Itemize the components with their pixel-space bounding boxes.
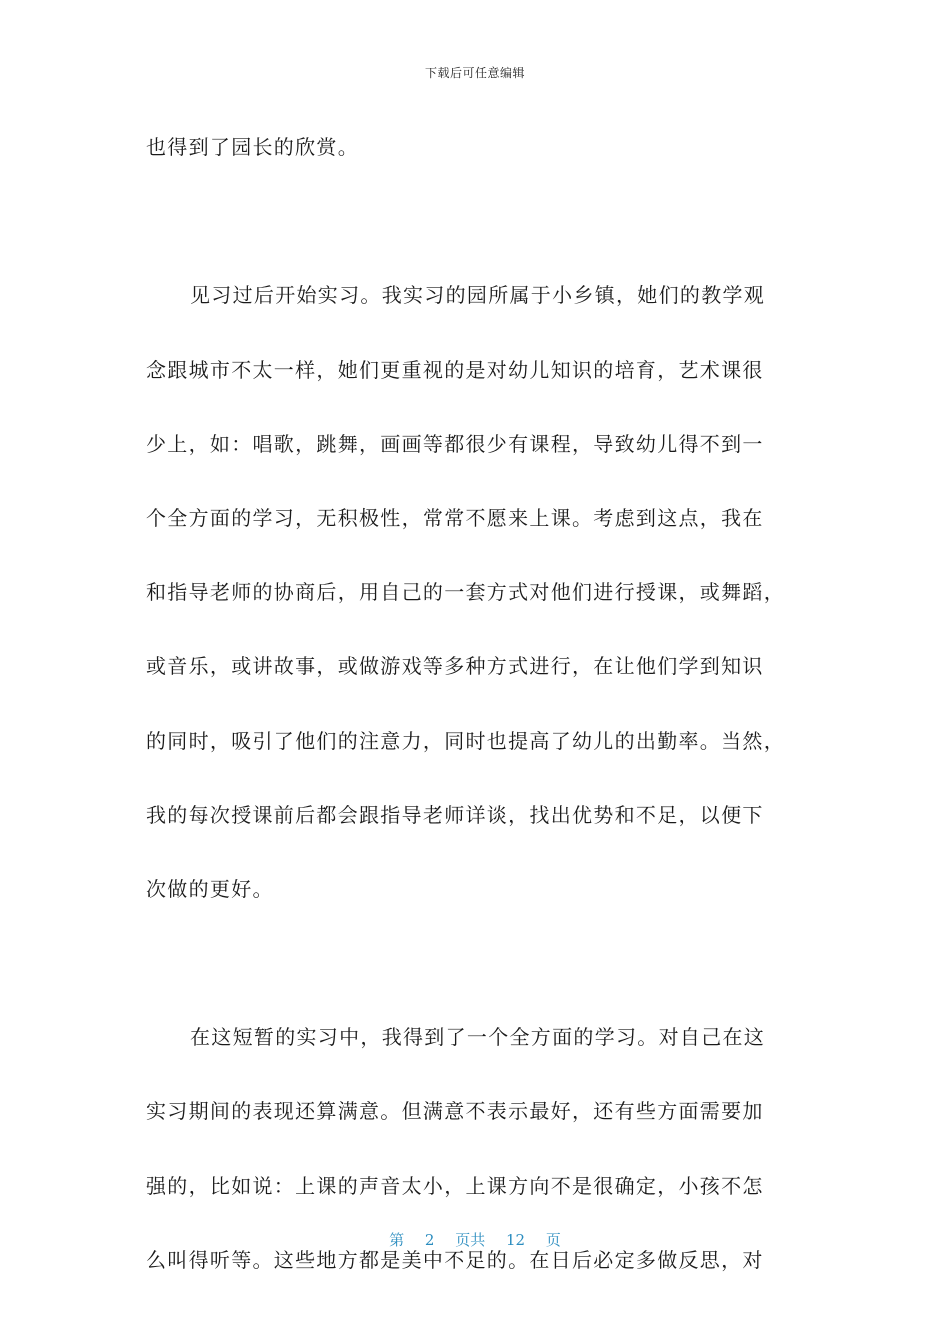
text-line-blank-2	[146, 936, 806, 1010]
text-line-7: 和指导老师的协商后，用自己的一套方式对他们进行授课，或舞蹈，	[146, 580, 785, 605]
text-line-6: 个全方面的学习，无积极性，常常不愿来上课。考虑到这点，我在	[146, 505, 764, 530]
text-line-9: 的同时，吸引了他们的注意力，同时也提高了幼儿的出勤率。当然，	[146, 728, 785, 753]
text-line-4: 念跟城市不太一样，她们更重视的是对幼儿知识的培育，艺术课很	[146, 357, 764, 382]
footer-current-page: 2	[424, 1231, 435, 1249]
footer-middle: 页共	[455, 1231, 486, 1249]
text-line-10: 我的每次授课前后都会跟指导老师详谈，找出优势和不足，以便下	[146, 802, 764, 827]
text-line-5: 少上，如：唱歌，跳舞，画画等都很少有课程，导致幼儿得不到一	[146, 431, 764, 456]
text-line-11: 次做的更好。	[146, 876, 274, 901]
page-footer	[0, 1229, 950, 1250]
text-line-15: 强的，比如说：上课的声音太小，上课方向不是很确定，小孩不怎	[146, 1173, 764, 1198]
text-line-3: 见习过后开始实习。我实习的园所属于小乡镇，她们的教学观	[190, 283, 766, 308]
text-line-1: 也得到了园长的欣赏。	[146, 135, 359, 159]
text-line-14: 实习期间的表现还算满意。但满意不表示最好，还有些方面需要加	[146, 1099, 764, 1124]
text-line-blank-1	[146, 194, 806, 268]
text-line-8: 或音乐，或讲故事，或做游戏等多种方式进行，在让他们学到知识	[146, 654, 764, 679]
text-line-16: 么叫得听等。这些地方都是美中不足的。在日后必定多做反思，对	[146, 1247, 764, 1272]
footer-prefix: 第	[389, 1231, 405, 1249]
footer-total-pages: 12	[506, 1231, 526, 1249]
text-line-13: 在这短暂的实习中，我得到了一个全方面的学习。对自己在这	[190, 1025, 766, 1050]
document-body	[146, 120, 806, 1307]
page-header-note: 下载后可任意编辑	[424, 66, 525, 80]
footer-suffix: 页	[545, 1231, 561, 1249]
